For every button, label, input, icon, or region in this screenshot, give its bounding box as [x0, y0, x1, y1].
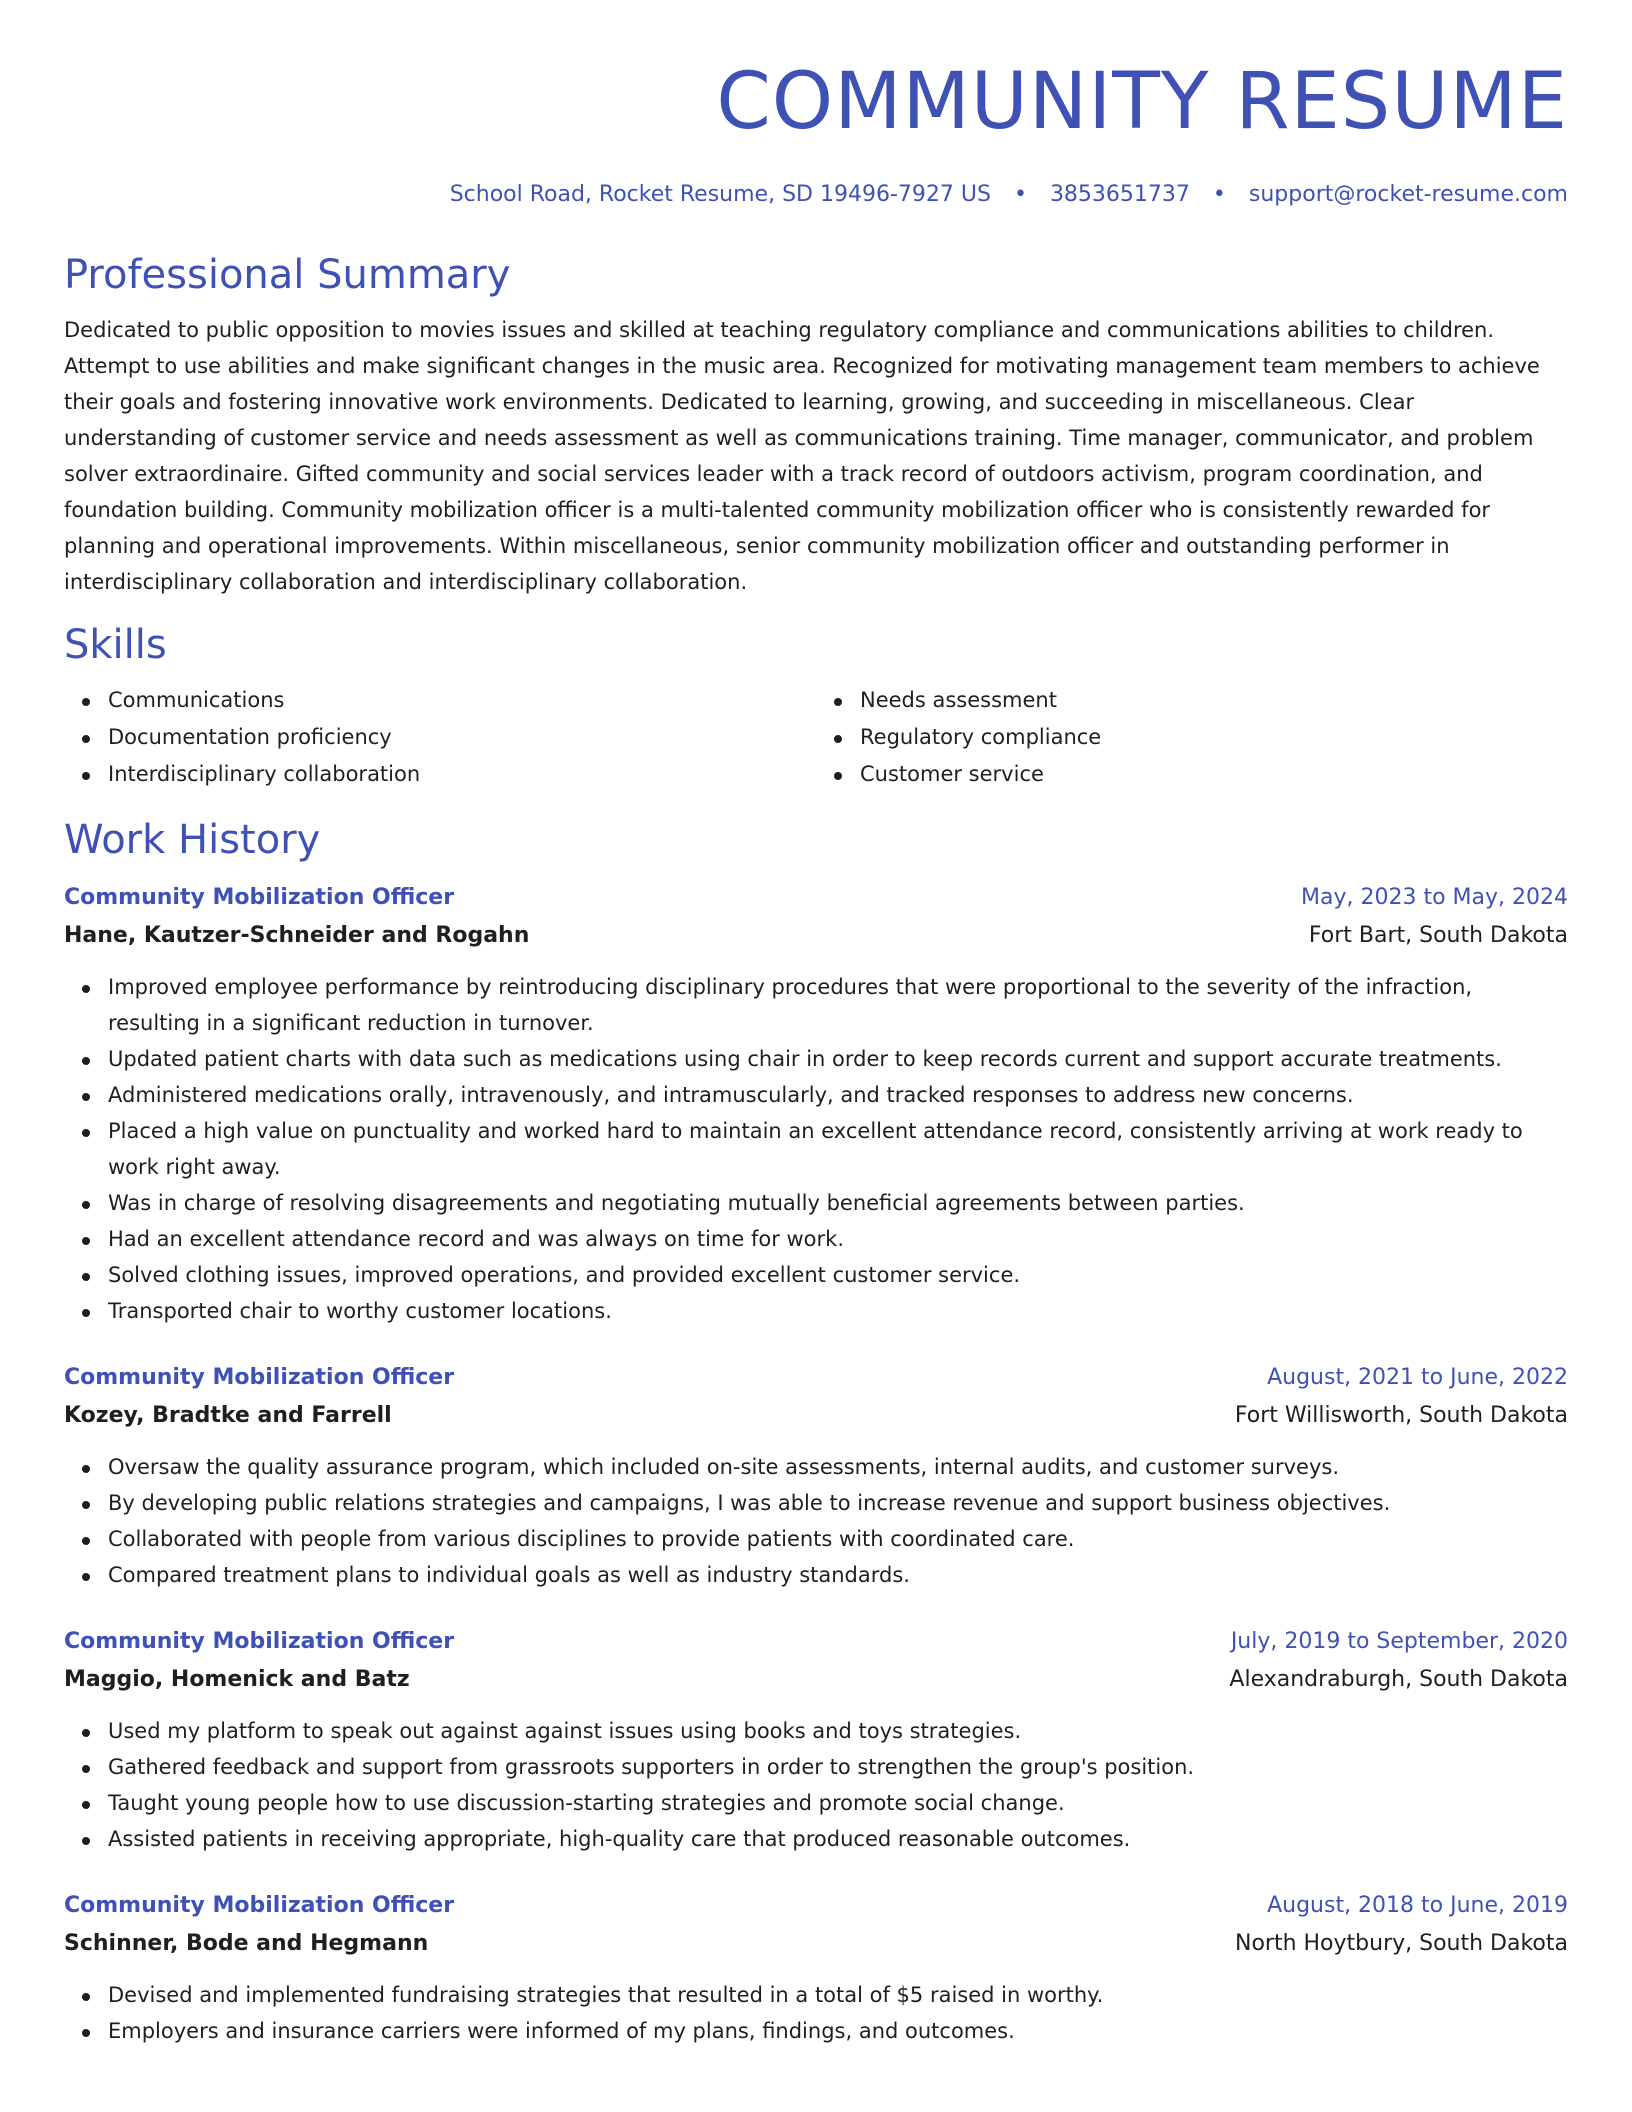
contact-address: School Road, Rocket Resume, SD 19496-7927 US: [449, 182, 991, 207]
job-bullet: Employers and insurance carriers were informed of my plans, findings, and outcomes.: [108, 2013, 1568, 2049]
job-bullets: [64, 1449, 1568, 1593]
job-employer-row: [64, 1661, 1568, 1699]
job-bullet: Improved employee performance by reintroducing disciplinary procedures that were proportional to the severity of the infraction, resulting in a significant reduction in turnover.: [108, 969, 1568, 1041]
job-bullet: Gathered feedback and support from grassroots supporters in order to strengthen the group's position.: [108, 1749, 1568, 1785]
job-location: North Hoytbury, South Dakota: [1234, 1931, 1568, 1956]
summary-heading: Professional Summary: [64, 252, 511, 298]
job-entry: [64, 1359, 1568, 1593]
job-bullet: Oversaw the quality assurance program, which included on-site assessments, internal audits, and customer surveys.: [108, 1449, 1568, 1485]
contact-separator: •: [1013, 182, 1027, 207]
job-location: Fort Bart, South Dakota: [1308, 923, 1568, 948]
job-title: Community Mobilization Officer: [64, 1365, 455, 1390]
job-header-row: [64, 1359, 1568, 1397]
skills-list-right: [816, 682, 1568, 793]
skills-grid: [64, 682, 1568, 793]
job-location: Fort Willisworth, South Dakota: [1234, 1403, 1568, 1428]
work-history-heading: Work History: [64, 817, 321, 863]
job-bullet: Assisted patients in receiving appropriate, high-quality care that produced reasonable outcomes.: [108, 1821, 1568, 1857]
summary-text: Dedicated to public opposition to movies issues and skilled at teaching regulatory compliance and communications abilities to children. Attempt to use abilities and make significant changes in the music area. Recognized for motivating management team members to achieve their goals and fostering innovative work environments. Dedicated to learning, growing, and succeeding in miscellaneous. Clear understanding of customer service and needs assessment as well as communications training. Time manager, communicator, and problem solver extraordinaire. Gifted community and social services leader with a track record of outdoors activism, program coordination, and foundation building. Community mobilization officer is a multi-talented community mobilization officer who is consistently rewarded for planning and operational improvements. Within miscellaneous, senior community mobilization officer and outstanding performer in interdisciplinary collaboration and interdisciplinary collaboration.: [64, 318, 1540, 594]
skill-item: Regulatory compliance: [860, 719, 1568, 756]
job-header-row: [64, 1623, 1568, 1661]
skills-heading: Skills: [64, 622, 167, 668]
job-employer-row: [64, 917, 1568, 955]
job-bullet: Used my platform to speak out against against issues using books and toys strategies.: [108, 1713, 1568, 1749]
skill-item: Needs assessment: [860, 682, 1568, 719]
contact-phone[interactable]: 3853651737: [1049, 182, 1190, 207]
job-entry: [64, 879, 1568, 1329]
job-bullet: Placed a high value on punctuality and worked hard to maintain an excellent attendance record, consistently arriving at work ready to work right away.: [108, 1113, 1568, 1185]
job-bullet: Compared treatment plans to individual goals as well as industry standards.: [108, 1557, 1568, 1593]
skills-list-left: [64, 682, 816, 793]
job-entry: [64, 1887, 1568, 2049]
job-company: Maggio, Homenick and Batz: [64, 1667, 410, 1692]
job-bullet: Was in charge of resolving disagreements and negotiating mutually beneficial agreements between parties.: [108, 1185, 1568, 1221]
job-bullet: Updated patient charts with data such as medications using chair in order to keep records current and support accurate treatments.: [108, 1041, 1568, 1077]
job-dates: July, 2019 to September, 2020: [1230, 1629, 1568, 1654]
job-bullet: Had an excellent attendance record and was always on time for work.: [108, 1221, 1568, 1257]
job-dates: August, 2021 to June, 2022: [1267, 1365, 1568, 1390]
job-dates: August, 2018 to June, 2019: [1267, 1893, 1568, 1918]
job-bullets: [64, 969, 1568, 1329]
job-bullet: Devised and implemented fundraising strategies that resulted in a total of $5 raised in worthy.: [108, 1977, 1568, 2013]
job-title: Community Mobilization Officer: [64, 1893, 455, 1918]
resume-name: COMMUNITY RESUME: [716, 57, 1568, 147]
job-employer-row: [64, 1397, 1568, 1435]
job-employer-row: [64, 1925, 1568, 1963]
job-entry: [64, 1623, 1568, 1857]
job-company: Schinner, Bode and Hegmann: [64, 1931, 429, 1956]
job-title: Community Mobilization Officer: [64, 885, 455, 910]
skill-item: Communications: [108, 682, 816, 719]
job-title: Community Mobilization Officer: [64, 1629, 455, 1654]
job-dates: May, 2023 to May, 2024: [1301, 885, 1568, 910]
resume-page: [64, 0, 1568, 2112]
skill-item: Interdisciplinary collaboration: [108, 756, 816, 793]
skill-item: Documentation proficiency: [108, 719, 816, 756]
job-bullets: [64, 1977, 1568, 2049]
job-company: Hane, Kautzer-Schneider and Rogahn: [64, 923, 530, 948]
contact-email[interactable]: support@rocket-resume.com: [1248, 182, 1568, 207]
job-bullet: By developing public relations strategies and campaigns, I was able to increase revenue and support business objectives.: [108, 1485, 1568, 1521]
job-bullets: [64, 1713, 1568, 1857]
job-header-row: [64, 879, 1568, 917]
job-header-row: [64, 1887, 1568, 1925]
job-bullet: Solved clothing issues, improved operations, and provided excellent customer service.: [108, 1257, 1568, 1293]
job-bullet: Transported chair to worthy customer locations.: [108, 1293, 1568, 1329]
contact-line: [64, 180, 1568, 210]
contact-separator: •: [1212, 182, 1226, 207]
skill-item: Customer service: [860, 756, 1568, 793]
job-bullet: Administered medications orally, intravenously, and intramuscularly, and tracked responses to address new concerns.: [108, 1077, 1568, 1113]
job-bullet: Taught young people how to use discussion-starting strategies and promote social change.: [108, 1785, 1568, 1821]
job-company: Kozey, Bradtke and Farrell: [64, 1403, 392, 1428]
job-location: Alexandraburgh, South Dakota: [1229, 1667, 1568, 1692]
job-bullet: Collaborated with people from various disciplines to provide patients with coordinated care.: [108, 1521, 1568, 1557]
